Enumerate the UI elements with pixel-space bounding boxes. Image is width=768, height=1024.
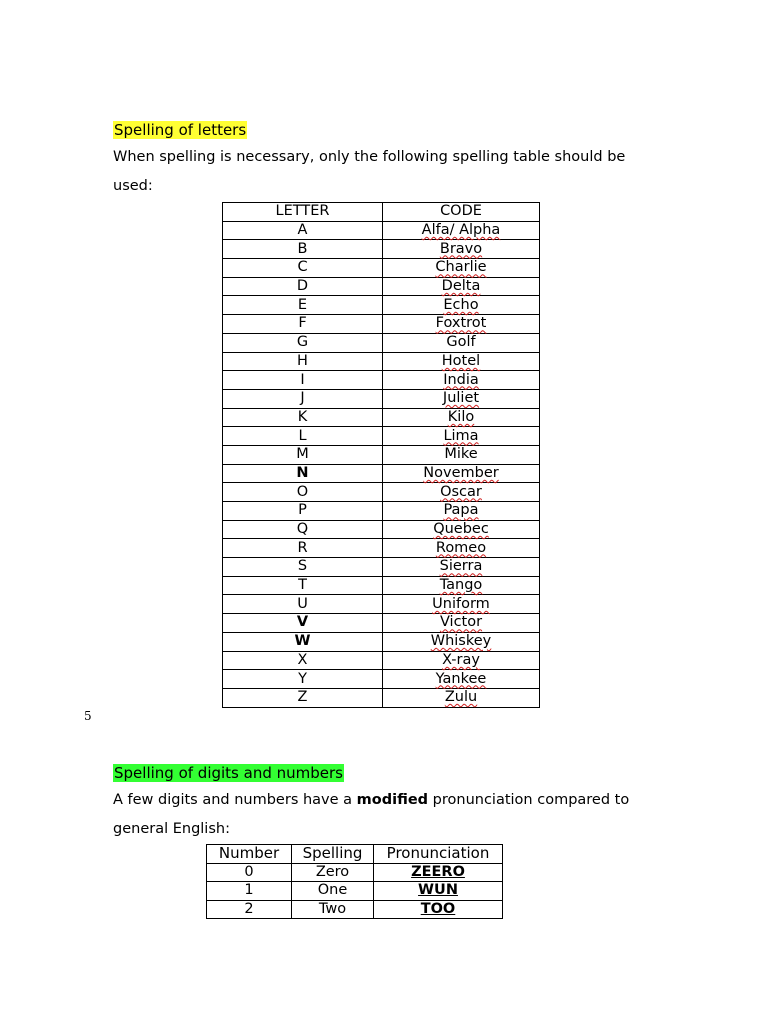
page-number: 5	[84, 709, 92, 723]
table-row	[223, 558, 540, 577]
table-row	[223, 221, 540, 240]
code-cell	[383, 371, 540, 390]
letter-cell: P	[223, 502, 383, 521]
number-cell: 1	[207, 882, 292, 901]
letter-cell: J	[223, 389, 383, 408]
table-row	[223, 427, 540, 446]
code-cell	[383, 632, 540, 651]
code-cell	[383, 670, 540, 689]
digits-pronunciation-table	[206, 844, 503, 919]
code-word: Sierra	[439, 558, 483, 575]
pronunciation-cell: ZEERO	[374, 863, 503, 882]
code-cell	[383, 389, 540, 408]
table-row	[223, 502, 540, 521]
code-word: Charlie	[435, 259, 487, 276]
table-row	[223, 483, 540, 502]
table-row	[223, 520, 540, 539]
code-cell	[383, 296, 540, 315]
code-word: X-ray	[442, 651, 480, 668]
code-cell	[383, 576, 540, 595]
code-cell	[383, 427, 540, 446]
letter-cell: I	[223, 371, 383, 390]
code-word: Lima	[443, 427, 479, 444]
column-header-pronunciation: Pronunciation	[374, 845, 503, 864]
code-cell	[383, 520, 540, 539]
letter-cell: T	[223, 576, 383, 595]
digits-intro-paragraph	[113, 786, 629, 844]
digits-intro-line-1	[113, 786, 629, 815]
column-header-number: Number	[207, 845, 292, 864]
table-row	[223, 277, 540, 296]
table-row	[223, 464, 540, 483]
letters-spelling-table	[222, 202, 540, 708]
number-cell: 0	[207, 863, 292, 882]
code-word: Echo	[443, 296, 479, 313]
table-row	[207, 882, 503, 901]
column-header-letter: LETTER	[223, 203, 383, 222]
letter-cell: D	[223, 277, 383, 296]
digits-intro-emphasis: modified	[356, 792, 429, 808]
intro-line-2: used:	[113, 178, 153, 194]
letter-cell: E	[223, 296, 383, 315]
table-row	[223, 595, 540, 614]
code-cell	[383, 221, 540, 240]
table-row	[223, 389, 540, 408]
code-cell	[383, 464, 540, 483]
table-row	[223, 352, 540, 371]
table-row	[223, 670, 540, 689]
code-cell	[383, 259, 540, 278]
table-row	[223, 240, 540, 259]
spelling-cell: One	[292, 882, 374, 901]
number-cell: 2	[207, 900, 292, 919]
table-row	[223, 614, 540, 633]
code-cell	[383, 333, 540, 352]
letter-cell: L	[223, 427, 383, 446]
table-row	[223, 688, 540, 707]
section-letters-heading	[113, 121, 247, 139]
table-row	[207, 900, 503, 919]
table-row	[223, 651, 540, 670]
letter-cell: F	[223, 315, 383, 334]
code-cell	[383, 688, 540, 707]
spelling-cell: Zero	[292, 863, 374, 882]
letter-cell: A	[223, 221, 383, 240]
digits-intro-text-a: A few digits and numbers have a	[113, 792, 357, 808]
code-cell	[383, 651, 540, 670]
code-word: Uniform	[432, 595, 490, 612]
letter-cell: W	[223, 632, 383, 651]
code-cell	[383, 502, 540, 521]
code-word: Bravo	[439, 240, 483, 257]
code-word: Golf	[446, 334, 476, 351]
letter-cell: C	[223, 259, 383, 278]
code-cell	[383, 408, 540, 427]
code-word: Tango	[439, 577, 483, 594]
code-word: Whiskey	[430, 633, 492, 650]
code-word: Oscar	[440, 483, 482, 500]
code-cell	[383, 352, 540, 371]
table-row	[223, 315, 540, 334]
code-word: Juliet	[442, 390, 480, 407]
section-digits-heading	[113, 764, 344, 782]
pronunciation-cell: WUN	[374, 882, 503, 901]
letter-cell: S	[223, 558, 383, 577]
code-word: Yankee	[435, 670, 487, 687]
code-word: Quebec	[433, 521, 489, 538]
letter-cell: H	[223, 352, 383, 371]
letter-cell: R	[223, 539, 383, 558]
letter-cell: K	[223, 408, 383, 427]
code-cell	[383, 315, 540, 334]
letter-cell: Y	[223, 670, 383, 689]
digits-intro-line-2: general English:	[113, 821, 230, 837]
spelling-cell: Two	[292, 900, 374, 919]
code-cell	[383, 277, 540, 296]
code-word: India	[443, 371, 479, 388]
code-cell	[383, 614, 540, 633]
digits-intro-text-b: pronunciation compared to	[428, 792, 630, 808]
code-word: Kilo	[447, 408, 475, 425]
column-header-spelling: Spelling	[292, 845, 374, 864]
letter-cell: Z	[223, 688, 383, 707]
table-row	[223, 539, 540, 558]
code-cell	[383, 445, 540, 464]
code-word: November	[423, 464, 499, 481]
code-cell	[383, 483, 540, 502]
letter-cell: N	[223, 464, 383, 483]
table-row	[207, 863, 503, 882]
letter-cell: O	[223, 483, 383, 502]
intro-line-1: When spelling is necessary, only the following spelling table should be	[113, 149, 626, 165]
table-row	[223, 333, 540, 352]
code-word: Foxtrot	[435, 315, 487, 332]
letter-cell: Q	[223, 520, 383, 539]
table-row	[223, 445, 540, 464]
code-word: Papa	[443, 502, 479, 519]
code-word: Victor	[439, 614, 483, 631]
intro-paragraph	[113, 143, 625, 201]
code-word: Hotel	[441, 352, 481, 369]
code-cell	[383, 539, 540, 558]
table-row	[223, 632, 540, 651]
code-word: Zulu	[444, 689, 478, 706]
code-word: Mike	[444, 446, 478, 463]
column-header-code: CODE	[383, 203, 540, 222]
code-cell	[383, 240, 540, 259]
table-row	[223, 371, 540, 390]
table-row	[223, 296, 540, 315]
code-word: Delta	[441, 278, 481, 295]
pronunciation-cell: TOO	[374, 900, 503, 919]
table-row	[223, 259, 540, 278]
code-word: Romeo	[435, 539, 487, 556]
section-heading-text: Spelling of digits and numbers	[114, 764, 343, 782]
letter-cell: V	[223, 614, 383, 633]
table-header-row	[223, 203, 540, 222]
code-word: Alfa/ Alpha	[421, 222, 501, 239]
letter-cell: U	[223, 595, 383, 614]
table-row	[223, 408, 540, 427]
section-heading-text: Spelling of letters	[114, 121, 247, 139]
table-header-row	[207, 845, 503, 864]
letter-cell: G	[223, 333, 383, 352]
code-cell	[383, 558, 540, 577]
letter-cell: B	[223, 240, 383, 259]
code-cell	[383, 595, 540, 614]
letter-cell: M	[223, 445, 383, 464]
letter-cell: X	[223, 651, 383, 670]
table-row	[223, 576, 540, 595]
